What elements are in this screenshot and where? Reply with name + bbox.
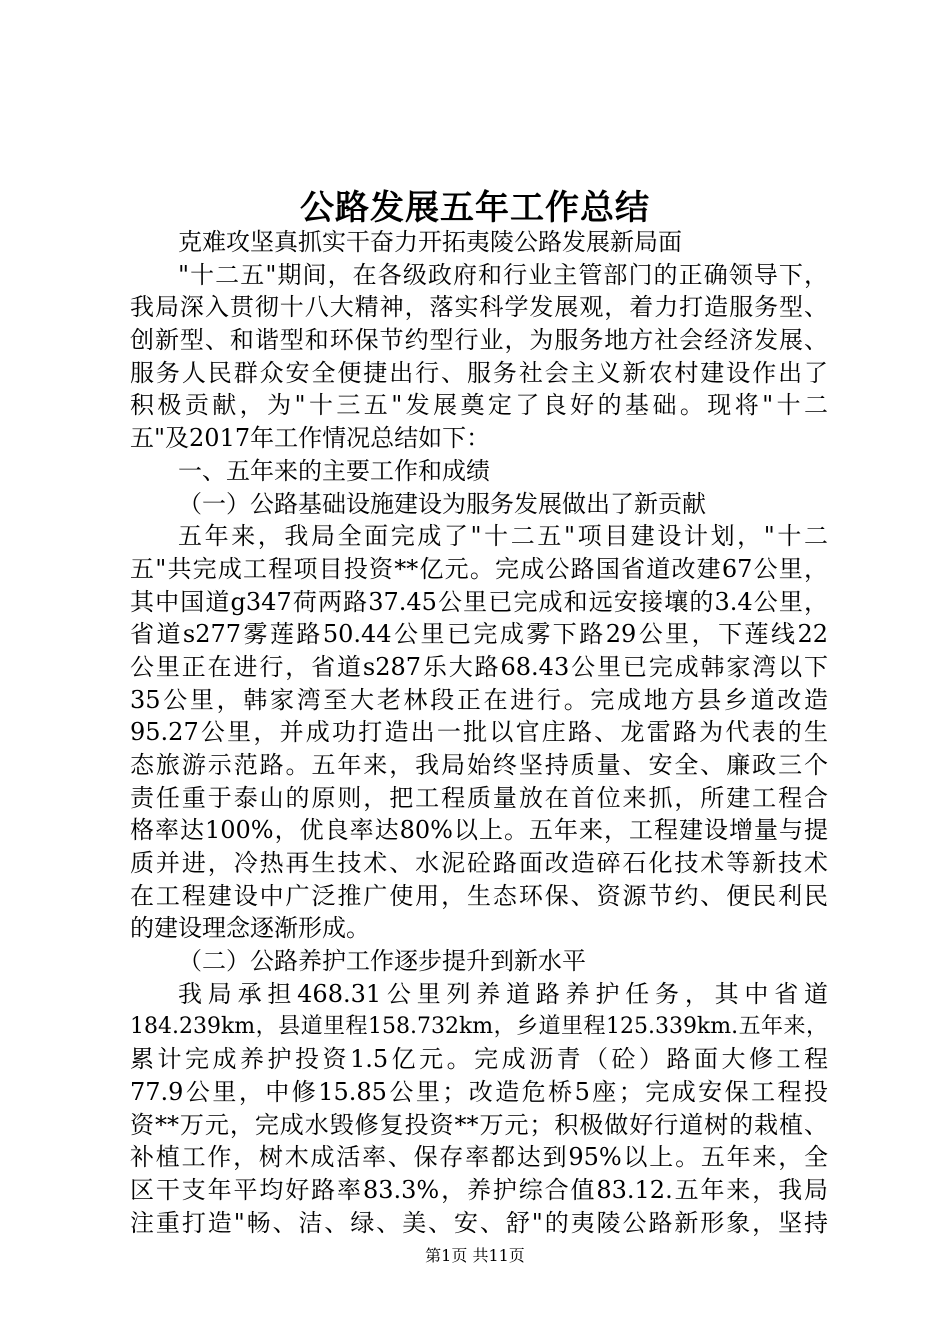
text-line: 态旅游示范路。五年来，我局始终坚持质量、安全、廉政三个 [130, 751, 828, 779]
text-line: 格率达100%，优良率达80%以上。五年来，工程建设增量与提 [130, 816, 828, 845]
text-line: 五"及2017年工作情况总结如下： [130, 424, 491, 453]
text-line: 省道s277雾莲路50.44公里已完成雾下路29公里，下莲线22 [130, 620, 828, 649]
text-line: 一、五年来的主要工作和成绩 [178, 456, 490, 485]
text-line: "十二五"期间，在各级政府和行业主管部门的正确领导下， [178, 260, 828, 289]
text-line: （一）公路基础设施建设为服务发展做出了新贡献 [178, 489, 706, 518]
text-line: 五年来，我局全面完成了"十二五"项目建设计划，"十二 [178, 522, 828, 551]
text-line: 35公里，韩家湾至大老林段正在进行。完成地方县乡道改造 [130, 685, 828, 714]
text-line: 77.9公里，中修15.85公里；改造危桥5座；完成安保工程投 [130, 1077, 828, 1106]
text-line: 注重打造"畅、洁、绿、美、安、舒"的夷陵公路新形象，坚持 [130, 1208, 828, 1237]
text-line: 积极贡献，为"十三五"发展奠定了良好的基础。现将"十二 [130, 391, 828, 420]
text-line: （二）公路养护工作逐步提升到新水平 [178, 947, 586, 976]
text-line: 资**万元，完成水毁修复投资**万元；积极做好行道树的栽植、 [130, 1110, 828, 1139]
text-line: 克难攻坚真抓实干奋力开拓夷陵公路发展新局面 [178, 228, 682, 256]
text-line: 五"共完成工程项目投资**亿元。完成公路国省道改建67公里， [130, 554, 828, 583]
page-footer: 第1页 共11页 [425, 1246, 525, 1265]
text-line: 创新型、和谐型和环保节约型行业，为服务地方社会经济发展、 [130, 326, 828, 355]
text-line: 在工程建设中广泛推广使用，生态环保、资源节约、便民利民 [130, 881, 828, 910]
text-line: 质并进，冷热再生技术、水泥砼路面改造碎石化技术等新技术 [130, 849, 828, 878]
text-line: 累计完成养护投资1.5亿元。完成沥青（砼）路面大修工程 [130, 1045, 828, 1074]
text-line: 服务人民群众安全便捷出行、服务社会主义新农村建设作出了 [130, 358, 828, 387]
text-line: 补植工作，树木成活率、保存率都达到95%以上。五年来，全 [130, 1143, 828, 1172]
text-line: 我局深入贯彻十八大精神，落实科学发展观，着力打造服务型、 [130, 293, 828, 322]
text-line: 我局承担468.31公里列养道路养护任务，其中省道 [178, 979, 828, 1008]
document-title: 公路发展五年工作总结 [300, 188, 650, 228]
text-line: 公里正在进行，省道s287乐大路68.43公里已完成韩家湾以下 [130, 652, 828, 681]
text-line: 责任重于泰山的原则，把工程质量放在首位来抓，所建工程合 [130, 783, 828, 812]
document-body [130, 226, 828, 1239]
text-line: 区干支年平均好路率83.3%，养护综合值83.12.五年来，我局 [130, 1175, 828, 1204]
text-line: 其中国道g347荷两路37.45公里已完成和远安接壤的3.4公里， [130, 587, 828, 616]
text-line: 的建设理念逐渐形成。 [130, 914, 370, 943]
text-line: 95.27公里，并成功打造出一批以官庄路、龙雷路为代表的生 [130, 718, 828, 747]
text-line: 184.239km，县道里程158.732km，乡道里程125.339km.五年来， [130, 1013, 828, 1039]
